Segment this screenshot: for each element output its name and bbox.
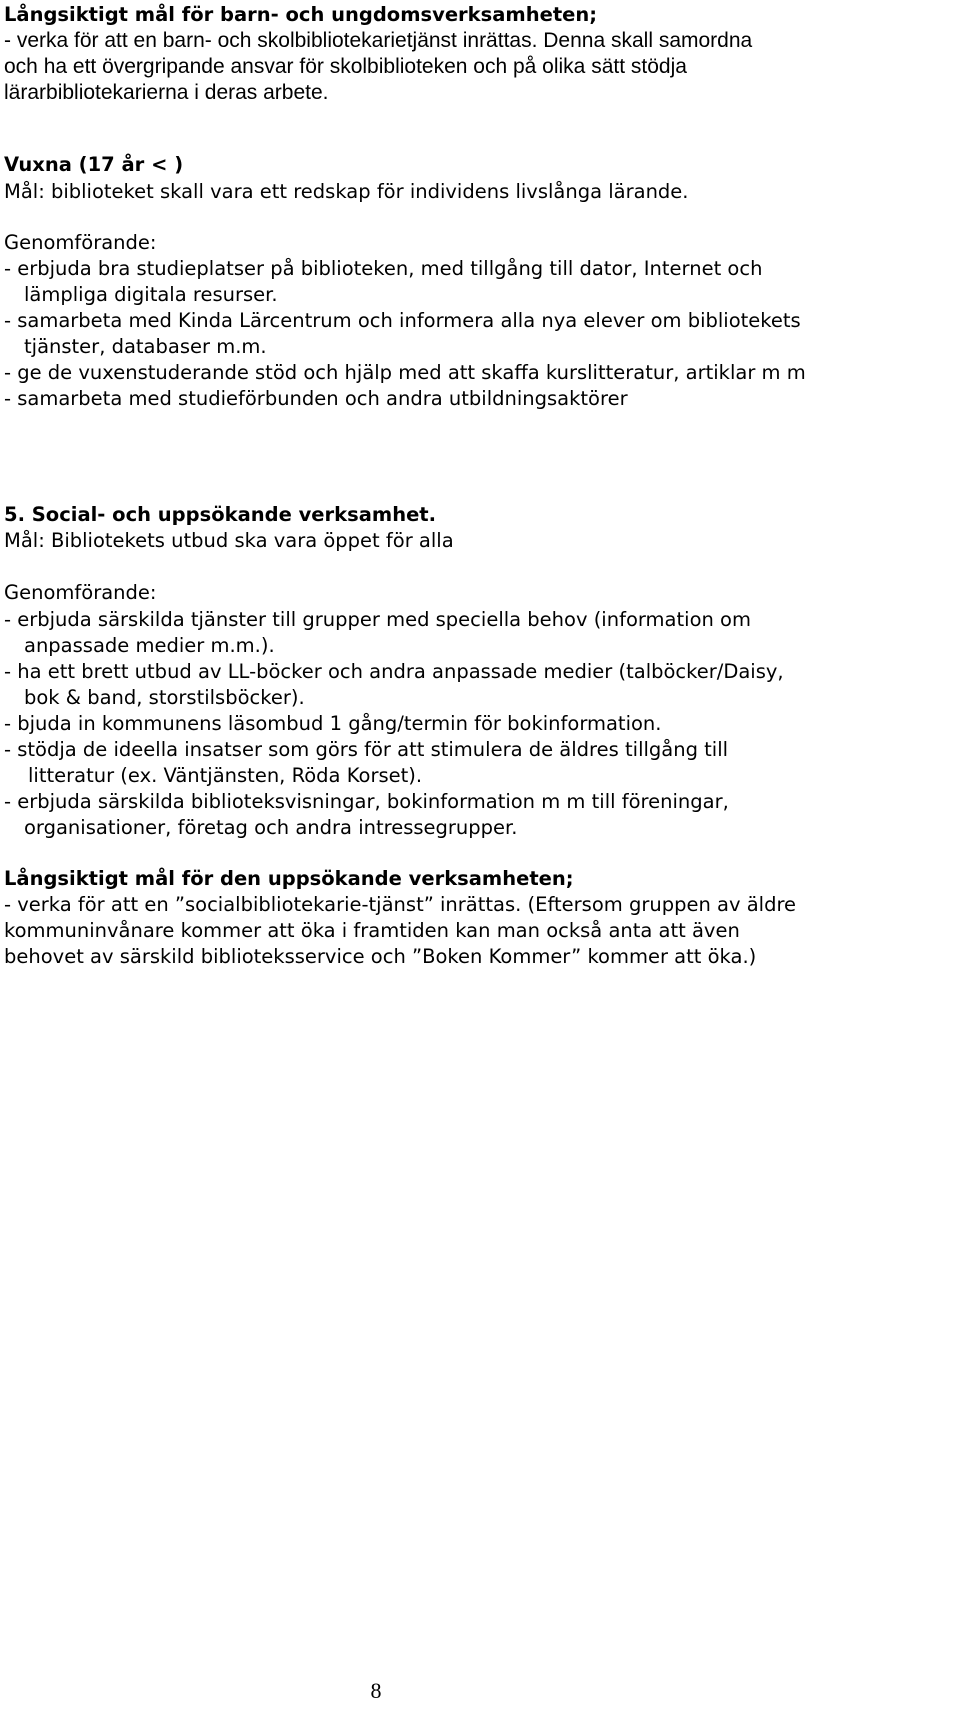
list-item: - bjuda in kommunens läsombud 1 gång/termin för bokinformation. [4, 712, 662, 735]
page-number: 8 [370, 1678, 382, 1703]
list-item: - erbjuda särskilda tjänster till grupper med speciella behov (information om [4, 608, 751, 631]
paragraph-line: kommuninvånare kommer att öka i framtiden kan man också anta att även [4, 919, 740, 942]
paragraph-line: och ha ett övergripande ansvar för skolbiblioteken och på olika sätt stödja [4, 55, 687, 78]
list-item: - erbjuda särskilda biblioteksvisningar, bokinformation m m till föreningar, [4, 790, 729, 813]
paragraph-line: behovet av särskild biblioteksservice och ”Boken Kommer” kommer att öka.) [4, 945, 757, 968]
paragraph-line: lärarbibliotekarierna i deras arbete. [4, 81, 329, 104]
list-item: - samarbeta med studieförbunden och andra utbildningsaktörer [4, 387, 628, 410]
paragraph-line: - verka för att en ”socialbibliotekarie-tjänst” inrättas. (Eftersom gruppen av äldre [4, 893, 797, 916]
section-heading: Långsiktigt mål för den uppsökande verksamheten; [4, 867, 574, 890]
list-item: - erbjuda bra studieplatser på biblioteken, med tillgång till dator, Internet och [4, 257, 763, 280]
list-item-continuation: litteratur (ex. Väntjänsten, Röda Korset). [28, 764, 423, 787]
list-item-continuation: lämpliga digitala resurser. [24, 283, 278, 306]
list-item-continuation: anpassade medier m.m.). [24, 634, 275, 657]
implementation-label: Genomförande: [4, 581, 157, 604]
implementation-label: Genomförande: [4, 231, 157, 254]
section-heading: Vuxna (17 år < ) [4, 153, 184, 176]
list-item-continuation: bok & band, storstilsböcker). [24, 686, 305, 709]
list-item-continuation: tjänster, databaser m.m. [24, 335, 267, 358]
list-item-continuation: organisationer, företag och andra intressegrupper. [24, 816, 518, 839]
section-heading: 5. Social- och uppsökande verksamhet. [4, 503, 437, 526]
list-item: - samarbeta med Kinda Lärcentrum och informera alla nya elever om bibliotekets [4, 309, 801, 332]
list-item: - stödja de ideella insatser som görs för att stimulera de äldres tillgång till [4, 738, 729, 761]
list-item: - ha ett brett utbud av LL-böcker och andra anpassade medier (talböcker/Daisy, [4, 660, 784, 683]
goal-text: Mål: Bibliotekets utbud ska vara öppet för alla [4, 529, 454, 552]
paragraph-line: - verka för att en barn- och skolbibliotekarietjänst inrättas. Denna skall samordna [4, 29, 753, 52]
section-heading: Långsiktigt mål för barn- och ungdomsverksamheten; [4, 3, 598, 26]
list-item: - ge de vuxenstuderande stöd och hjälp med att skaffa kurslitteratur, artiklar m m [4, 361, 806, 384]
goal-text: Mål: biblioteket skall vara ett redskap för individens livslånga lärande. [4, 180, 689, 203]
